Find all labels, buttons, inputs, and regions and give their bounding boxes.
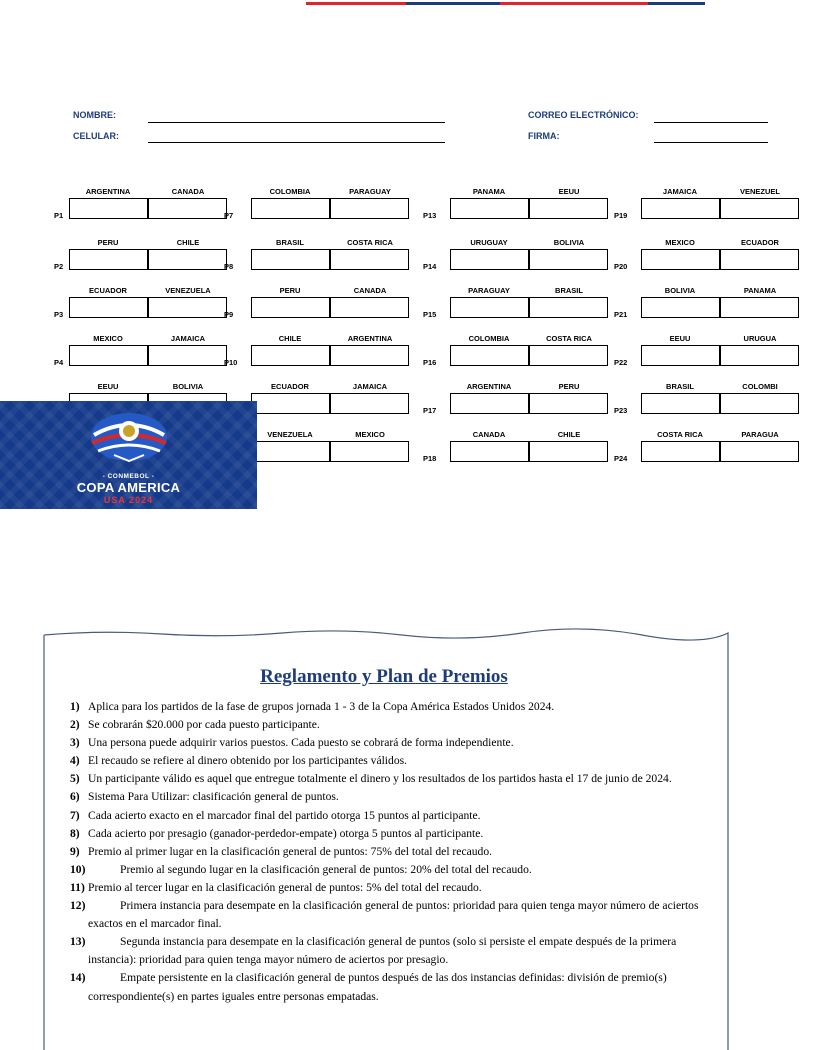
score-away-box[interactable] — [330, 441, 409, 462]
score-away-box[interactable] — [529, 345, 608, 366]
score-home-box[interactable] — [251, 249, 330, 270]
score-home-box[interactable] — [251, 198, 330, 219]
rule-number: 11) — [70, 880, 85, 894]
score-away-box[interactable] — [529, 393, 608, 414]
team-away-label: URUGUA — [743, 334, 777, 343]
team-away-label: PANAMA — [743, 286, 777, 295]
nombre-field[interactable] — [148, 122, 445, 123]
score-home-box[interactable] — [251, 393, 330, 414]
rule-number: 2) — [70, 718, 80, 732]
team-away-label: EEUU — [558, 187, 580, 196]
rule-text: Empate persistente en la clasificación general de puntos después de las dos instancias definidas: división de premio(s) correspondiente(s) en partes iguales entre personas empatadas. — [88, 971, 667, 1003]
rule-number: 7) — [70, 808, 80, 822]
match-p3 — [54, 286, 244, 330]
team-home-label: MEXICO — [93, 334, 123, 343]
rule-number: 1) — [70, 700, 80, 713]
team-away-label: BRASIL — [555, 286, 583, 295]
rule-item — [70, 752, 720, 770]
score-away-box[interactable] — [330, 393, 409, 414]
score-home-box[interactable] — [641, 393, 720, 414]
match-p18 — [423, 430, 628, 474]
top-bar-red-2 — [500, 2, 648, 5]
match-number-label: P13 — [423, 211, 437, 220]
rule-item — [70, 734, 720, 752]
rule-text: Se cobrarán $20.000 por cada puesto participante. — [88, 718, 320, 732]
score-away-box[interactable] — [330, 198, 409, 219]
team-away-label: JAMAICA — [170, 334, 206, 343]
team-away-label: COSTA RICA — [546, 334, 592, 343]
copa-america-ball-logo-icon — [84, 409, 174, 461]
rule-text: Cada acierto exacto en el marcador final del partido otorga 15 puntos al participante. — [88, 808, 481, 822]
correo-label: CORREO ELECTRÓNICO: — [528, 110, 639, 120]
team-home-label: PERU — [279, 286, 301, 295]
top-bar-red-1 — [306, 2, 406, 5]
rule-item — [70, 969, 720, 1005]
team-away-label: CANADA — [171, 187, 205, 196]
rule-item — [70, 843, 720, 861]
score-home-box[interactable] — [69, 249, 148, 270]
firma-field[interactable] — [654, 142, 768, 143]
rule-item — [70, 770, 720, 788]
team-away-label: PERU — [558, 382, 580, 391]
team-home-label: EEUU — [669, 334, 691, 343]
score-home-box[interactable] — [69, 345, 148, 366]
match-number-label: P2 — [54, 262, 64, 271]
rule-text: Segunda instancia para desempate en la clasificación general de puntos (solo si persiste el empate después de la primera instancia): prioridad para quien tenga mayor número de aciertos por presagio. — [88, 935, 677, 967]
team-home-label: BOLIVIA — [664, 286, 696, 295]
score-home-box[interactable] — [450, 441, 529, 462]
match-p7 — [224, 187, 426, 231]
team-away-label: JAMAICA — [352, 382, 388, 391]
rule-item — [70, 825, 720, 843]
team-away-label: COLOMBI — [742, 382, 778, 391]
match-number-label: P19 — [614, 211, 628, 220]
match-number-label: P23 — [614, 406, 628, 415]
match-p9 — [224, 286, 426, 330]
rules-title: Reglamento y Plan de Premios — [260, 666, 508, 687]
rule-text: Primera instancia para desempate en la clasificación general de puntos: prioridad para quien tenga mayor número de aciertos exactos en el marcador final. — [88, 899, 699, 931]
team-away-label: BOLIVIA — [553, 238, 585, 247]
team-home-label: ARGENTINA — [466, 382, 512, 391]
score-away-box[interactable] — [330, 345, 409, 366]
match-number-label: P9 — [224, 310, 234, 319]
team-home-label: VENEZUELA — [267, 430, 313, 439]
team-home-label: COLOMBIA — [269, 187, 311, 196]
match-p2 — [54, 238, 244, 282]
firma-label: FIRMA: — [528, 131, 560, 141]
rule-number: 12) — [70, 899, 86, 913]
team-home-label: EEUU — [97, 382, 119, 391]
score-away-box[interactable] — [148, 297, 227, 318]
rules-list — [70, 698, 720, 1006]
rule-number: 8) — [70, 826, 80, 840]
match-p21 — [614, 286, 816, 330]
rule-number: 6) — [70, 790, 80, 804]
match-p22 — [614, 334, 816, 378]
rule-text: Premio al segundo lugar en la clasificación general de puntos: 20% del total del recaudo. — [120, 862, 532, 876]
score-home-box[interactable] — [641, 249, 720, 270]
rule-item — [70, 861, 720, 879]
team-away-label: CHILE — [557, 430, 581, 439]
team-home-label: COSTA RICA — [657, 430, 703, 439]
score-away-box[interactable] — [720, 198, 799, 219]
score-home-box[interactable] — [641, 441, 720, 462]
score-home-box[interactable] — [69, 297, 148, 318]
score-away-box[interactable] — [720, 345, 799, 366]
score-away-box[interactable] — [148, 345, 227, 366]
rule-number: 14) — [70, 971, 86, 985]
correo-field[interactable] — [654, 122, 768, 123]
score-home-box[interactable] — [450, 297, 529, 318]
team-home-label: CANADA — [472, 430, 506, 439]
score-away-box[interactable] — [148, 198, 227, 219]
team-away-label: PARAGUAY — [349, 187, 391, 196]
match-p1 — [54, 187, 244, 231]
score-away-box[interactable] — [529, 198, 608, 219]
rule-number: 4) — [70, 754, 80, 768]
team-away-label: MEXICO — [355, 430, 385, 439]
match-number-label: P14 — [423, 262, 437, 271]
match-p16 — [423, 334, 628, 378]
match-number-label: P3 — [54, 310, 64, 319]
match-number-label: P18 — [423, 454, 437, 463]
score-home-box[interactable] — [251, 297, 330, 318]
score-home-box[interactable] — [450, 198, 529, 219]
score-away-box[interactable] — [720, 441, 799, 462]
rule-number: 9) — [70, 844, 80, 858]
match-number-label: P10 — [224, 358, 238, 367]
score-home-box[interactable] — [450, 249, 529, 270]
score-away-box[interactable] — [148, 249, 227, 270]
match-number-label: P16 — [423, 358, 437, 367]
top-bar-navy-1 — [406, 2, 500, 5]
match-number-label: P8 — [224, 262, 234, 271]
copa-america-text: COPA AMERICA — [76, 480, 181, 495]
team-home-label: BRASIL — [276, 238, 304, 247]
team-home-label: ARGENTINA — [85, 187, 131, 196]
score-away-box[interactable] — [330, 297, 409, 318]
rule-item — [70, 698, 720, 716]
match-p20 — [614, 238, 816, 282]
team-away-label: BOLIVIA — [172, 382, 204, 391]
score-away-box[interactable] — [330, 249, 409, 270]
score-home-box[interactable] — [641, 198, 720, 219]
rule-text: Un participante válido es aquel que entregue totalmente el dinero y los resultados de los partidos hasta el 17 de junio de 2024. — [88, 772, 672, 786]
team-home-label: PERU — [97, 238, 119, 247]
team-home-label: MEXICO — [665, 238, 695, 247]
celular-field[interactable] — [148, 142, 445, 143]
team-away-label: PARAGUA — [741, 430, 779, 439]
match-p17 — [423, 382, 628, 426]
match-p19 — [614, 187, 816, 231]
match-p12 — [246, 430, 426, 474]
match-number-label: P7 — [224, 211, 234, 220]
team-away-label: ECUADOR — [741, 238, 779, 247]
rule-item — [70, 716, 720, 734]
team-home-label: URUGUAY — [470, 238, 508, 247]
rule-text: Aplica para los partidos de la fase de grupos jornada 1 - 3 de la Copa América Estados Unidos 2024. — [88, 700, 555, 713]
match-p14 — [423, 238, 628, 282]
match-number-label: P24 — [614, 454, 628, 463]
match-p11 — [246, 382, 426, 426]
rules-panel — [42, 630, 730, 1050]
celular-label: CELULAR: — [73, 131, 119, 141]
score-home-box[interactable] — [641, 345, 720, 366]
score-away-box[interactable] — [529, 297, 608, 318]
rule-item — [70, 807, 720, 825]
rule-item — [70, 933, 720, 969]
score-away-box[interactable] — [720, 249, 799, 270]
team-away-label: ARGENTINA — [347, 334, 393, 343]
rule-text: Premio al tercer lugar en la clasificación general de puntos: 5% del total del recaudo. — [88, 880, 482, 894]
score-away-box[interactable] — [720, 297, 799, 318]
team-away-label: CHILE — [176, 238, 200, 247]
score-home-box[interactable] — [641, 297, 720, 318]
match-p13 — [423, 187, 628, 231]
rule-text: El recaudo se refiere al dinero obtenido por los participantes válidos. — [88, 754, 408, 768]
rule-text: Una persona puede adquirir varios puestos. Cada puesto se cobrará de forma independiente. — [88, 736, 514, 750]
team-away-label: VENEZUELA — [165, 286, 211, 295]
match-number-label: P20 — [614, 262, 628, 271]
rule-number: 10) — [70, 862, 86, 876]
team-away-label: COSTA RICA — [347, 238, 393, 247]
team-away-label: CANADA — [353, 286, 387, 295]
score-home-box[interactable] — [450, 393, 529, 414]
rule-number: 3) — [70, 736, 80, 750]
rule-item — [70, 788, 720, 806]
rule-number: 13) — [70, 935, 86, 949]
team-home-label: PANAMA — [472, 187, 506, 196]
score-home-box[interactable] — [69, 198, 148, 219]
team-home-label: JAMAICA — [662, 187, 698, 196]
team-home-label: ECUADOR — [89, 286, 127, 295]
match-number-label: P4 — [54, 358, 64, 367]
rule-text: Premio al primer lugar en la clasificación general de puntos: 75% del total del recaudo. — [88, 844, 493, 858]
team-home-label: ECUADOR — [271, 382, 309, 391]
score-home-box[interactable] — [251, 441, 330, 462]
copa-america-logo-panel — [0, 401, 257, 509]
score-home-box[interactable] — [251, 345, 330, 366]
score-away-box[interactable] — [529, 249, 608, 270]
score-away-box[interactable] — [720, 393, 799, 414]
match-p8 — [224, 238, 426, 282]
match-number-label: P21 — [614, 310, 628, 319]
match-number-label: P22 — [614, 358, 628, 367]
match-p23 — [614, 382, 816, 426]
rule-item — [70, 879, 720, 897]
match-p10 — [224, 334, 426, 378]
top-bar-navy-2 — [648, 2, 705, 5]
usa-2024-text: USA 2024 — [103, 495, 154, 505]
rule-text: Sistema Para Utilizar: clasificación general de puntos. — [88, 790, 339, 804]
match-p24 — [614, 430, 816, 474]
team-home-label: BRASIL — [666, 382, 694, 391]
score-away-box[interactable] — [529, 441, 608, 462]
team-away-label: VENEZUEL — [739, 187, 780, 196]
team-home-label: CHILE — [278, 334, 302, 343]
conmebol-text: - CONMEBOL - — [102, 473, 155, 480]
rule-item — [70, 897, 720, 933]
match-number-label: P15 — [423, 310, 437, 319]
match-p4 — [54, 334, 244, 378]
team-home-label: PARAGUAY — [468, 286, 510, 295]
score-home-box[interactable] — [450, 345, 529, 366]
rule-number: 5) — [70, 772, 80, 786]
rule-text: Cada acierto por presagio (ganador-perdedor-empate) otorga 5 puntos al participante. — [88, 826, 484, 840]
match-p15 — [423, 286, 628, 330]
team-home-label: COLOMBIA — [468, 334, 510, 343]
match-number-label: P17 — [423, 406, 437, 415]
nombre-label: NOMBRE: — [73, 110, 116, 120]
match-number-label: P1 — [54, 211, 64, 220]
